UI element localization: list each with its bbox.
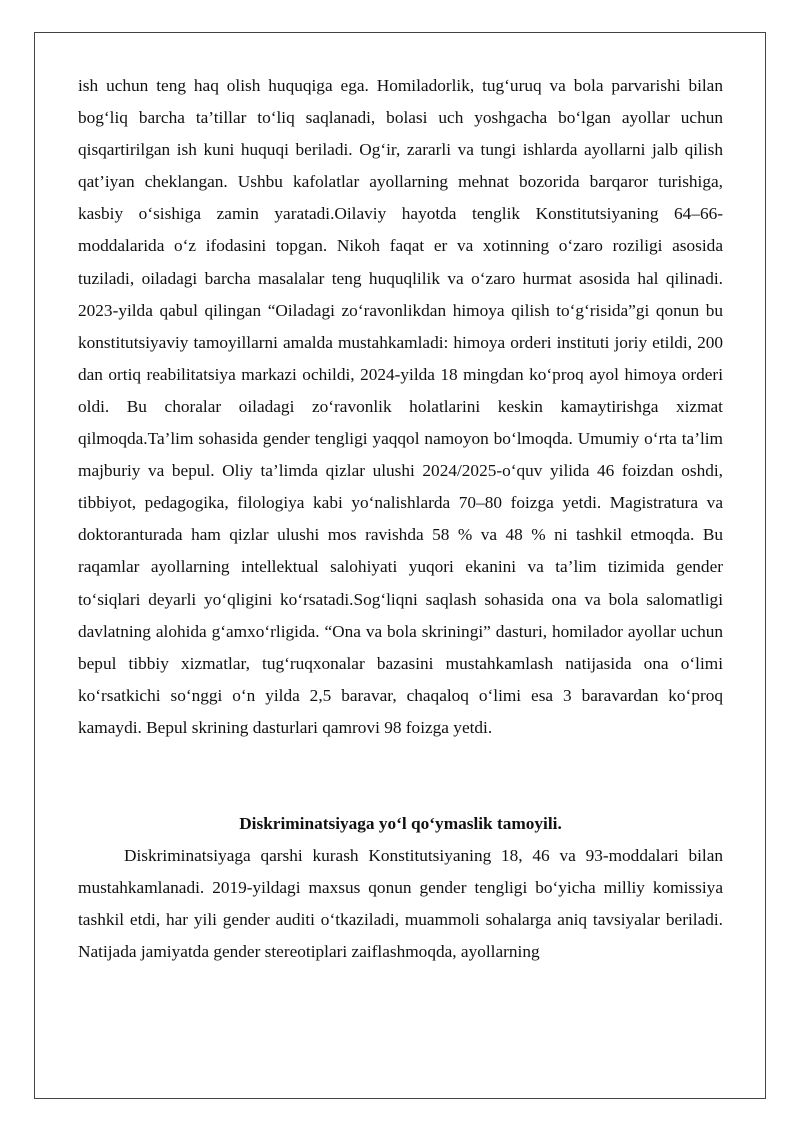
body-paragraph-2: Diskriminatsiyaga qarshi kurash Konstitutsiyaning 18, 46 va 93-moddalari bilan mustahkamlanadi. 2019-yildagi maxsus qonun gender tengligi bo‘yicha milliy komissiya tashkil etdi, har yili gender auditi o‘tkaziladi, muammoli sohalarga aniq tavsiyalar beriladi. Natijada jamiyatda gender stereotiplari zaiflashmoqda, ayollarning xyxy=(78,846,723,962)
section-heading: Diskriminatsiyaga yo‘l qo‘ymaslik tamoyili. xyxy=(239,813,562,833)
document-body xyxy=(78,70,723,968)
body-paragraph-1: ish uchun teng haq olish huquqiga ega. Homiladorlik, tug‘uruq va bola parvarishi bilan bog‘liq barcha ta’tillar to‘liq saqlanadi, bolasi uch yoshgacha bo‘lgan ayollar uchun qisqartirilgan ish kuni huquqi beriladi. Og‘ir, zararli va tungi ishlarda ayollarni jalb qilish qat’iyan cheklangan. Ushbu kafolatlar ayollarning mehnat bozorida barqaror turishiga, kasbiy o‘sishiga zamin yaratadi.Oilaviy hayotda tenglik Konstitutsiyaning 64–66-moddalarida o‘z ifodasini topgan. Nikoh faqat er va xotinning o‘zaro roziligi asosida tuziladi, oiladagi barcha masalalar teng huquqlilik va o‘zaro hurmat asosida hal qilinadi. 2023-yilda qabul qilingan “Oiladagi zo‘ravonlikdan himoya qilish to‘g‘risida”gi qonun bu konstitutsiyaviy tamoyillarni amalda mustahkamladi: himoya orderi instituti joriy etildi, 200 dan ortiq reabilitatsiya markazi ochildi, 2024-yilda 18 mingdan ko‘proq ayol himoya orderi oldi. Bu choralar oiladagi zo‘ravonlik holatlarini keskin kamaytirishga xizmat qilmoqda.Ta’lim sohasida gender tengligi yaqqol namoyon bo‘lmoqda. Umumiy o‘rta ta’lim majburiy va bepul. Oliy ta’limda qizlar ulushi 2024/2025-o‘quv yilida 46 foizdan oshdi, tibbiyot, pedagogika, filologiya kabi yo‘nalishlarda 70–80 foizga yetdi. Magistratura va doktoranturada ham qizlar ulushi mos ravishda 58 % va 48 % ni tashkil etmoqda. Bu raqamlar ayollarning intellektual salohiyati yuqori ekanini va ta’lim tizimida gender to‘siqlari deyarli yo‘qligini ko‘rsatadi.Sog‘liqni saqlash sohasida ona va bola salomatligi davlatning alohida g‘amxo‘rligida. “Ona va bola skriningi” dasturi, homilador ayollar uchun bepul tibbiy xizmatlar, tug‘ruqxonalar bazasini mustahkamlash natijasida ona o‘limi ko‘rsatkichi so‘nggi o‘n yilda 2,5 baravar, chaqaloq o‘limi esa 3 baravardan ko‘proq kamaydi. Bepul skrining dasturlari qamrovi 98 foizga yetdi. xyxy=(78,76,723,737)
paragraph-spacer xyxy=(78,744,723,808)
